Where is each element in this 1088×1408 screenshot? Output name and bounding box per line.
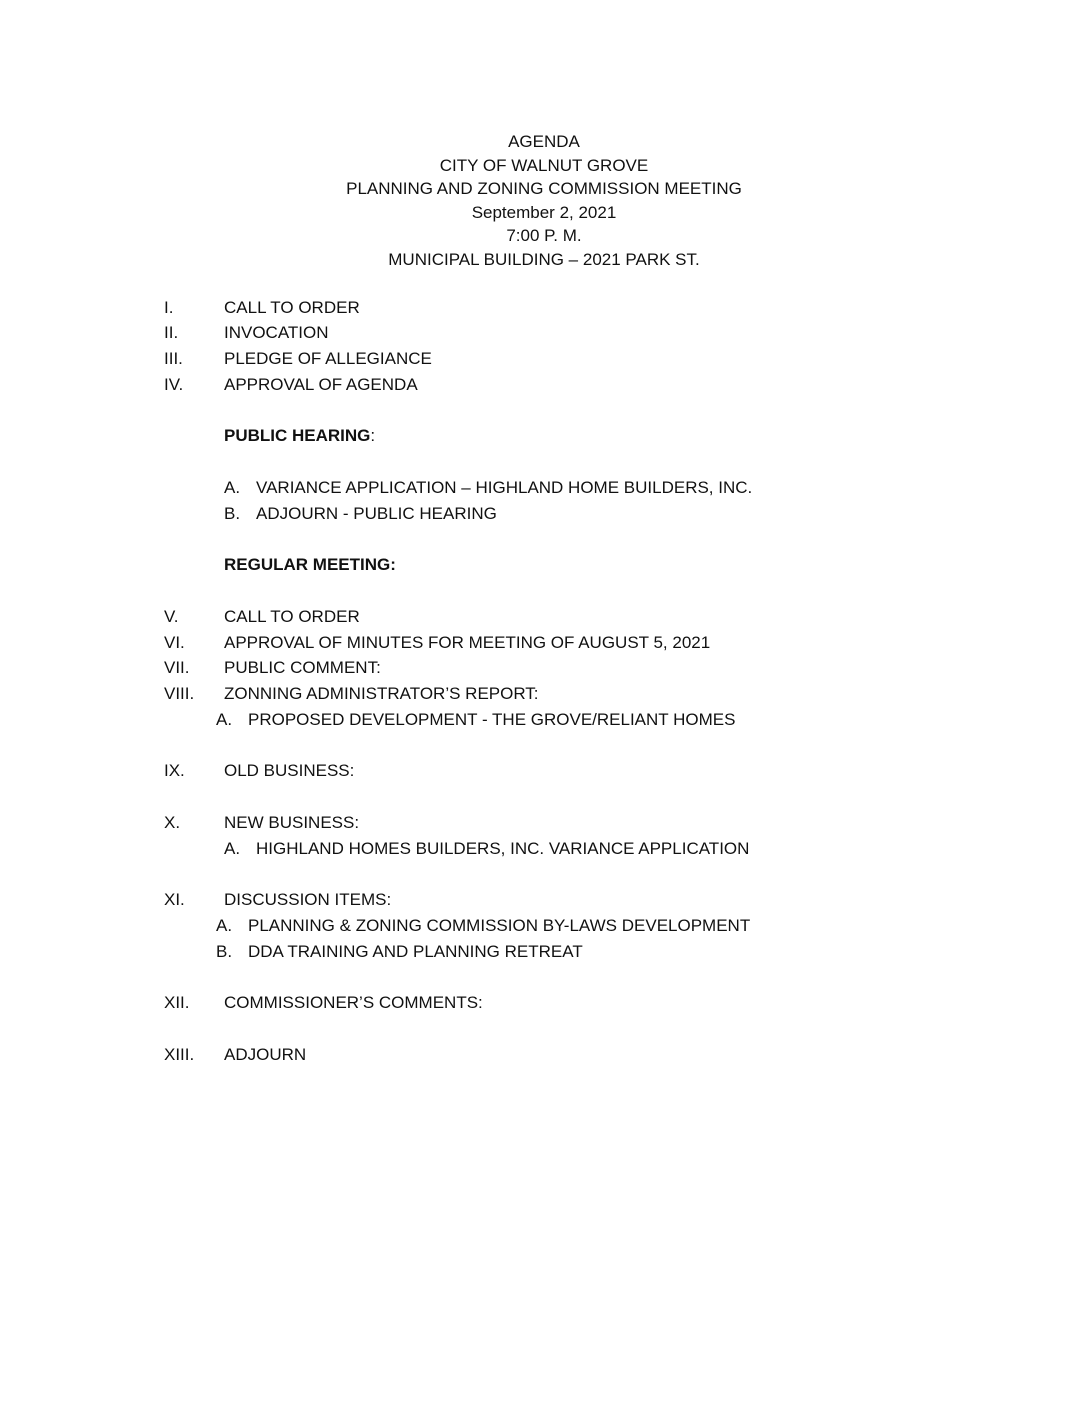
item-text: NEW BUSINESS: (224, 813, 360, 832)
item-text: CALL TO ORDER (224, 607, 360, 626)
item-number: X. (164, 813, 181, 832)
item-number: IX. (164, 761, 185, 780)
regular-meeting-heading: REGULAR MEETING: (224, 555, 396, 574)
item-number: XIII. (164, 1045, 195, 1064)
sub-item-letter: A. (216, 916, 233, 935)
meeting-location: MUNICIPAL BUILDING – 2021 PARK ST. (388, 249, 700, 269)
sub-item-text: PLANNING & ZONING COMMISSION BY-LAWS DEVELOPMENT (248, 916, 751, 935)
agenda-header (0, 130, 1088, 271)
sub-item-letter: A. (224, 478, 241, 497)
item-text: PUBLIC COMMENT: (224, 658, 381, 677)
item-text: DISCUSSION ITEMS: (224, 890, 392, 909)
public-hearing-heading (224, 424, 375, 448)
item-text: COMMISSIONER’S COMMENTS: (224, 993, 483, 1012)
item-number: III. (164, 349, 183, 368)
item-text: ADJOURN (224, 1045, 307, 1064)
item-number: XII. (164, 993, 190, 1012)
agenda-title: AGENDA (508, 132, 580, 151)
item-number: II. (164, 323, 179, 342)
item-number: VIII. (164, 684, 195, 703)
item-text: APPROVAL OF AGENDA (224, 375, 418, 394)
item-number: XI. (164, 890, 185, 909)
item-text: APPROVAL OF MINUTES FOR MEETING OF AUGUST 5, 2021 (224, 633, 711, 652)
item-number: I. (164, 298, 174, 317)
sub-item-letter: A. (216, 710, 233, 729)
meeting-name: PLANNING AND ZONING COMMISSION MEETING (346, 179, 742, 198)
city-name: CITY OF WALNUT GROVE (439, 155, 649, 175)
item-text: OLD BUSINESS: (224, 761, 355, 780)
sub-item-text: ADJOURN - PUBLIC HEARING (256, 504, 497, 523)
item-number: IV. (164, 375, 184, 394)
item-text: PLEDGE OF ALLEGIANCE (224, 349, 432, 368)
sub-item-text: VARIANCE APPLICATION – HIGHLAND HOME BUILDERS, INC. (256, 478, 753, 497)
meeting-date: September 2, 2021 (471, 202, 617, 222)
section-heading: PUBLIC HEARING (224, 426, 371, 445)
heading-colon: : (370, 426, 376, 445)
sub-item-letter: B. (216, 942, 233, 961)
sub-item-text: HIGHLAND HOMES BUILDERS, INC. VARIANCE APPLICATION (256, 839, 750, 858)
sub-item-text: PROPOSED DEVELOPMENT - THE GROVE/RELIANT HOMES (248, 710, 736, 729)
item-number: V. (164, 607, 179, 626)
sub-item-text: DDA TRAINING AND PLANNING RETREAT (248, 942, 583, 961)
sub-item-letter: B. (224, 504, 241, 523)
item-text: ZONNING ADMINISTRATOR’S REPORT: (224, 684, 539, 703)
item-number: VI. (164, 633, 185, 652)
meeting-time: 7:00 P. M. (506, 226, 582, 245)
item-number: VII. (164, 658, 190, 677)
sub-item-letter: A. (224, 839, 241, 858)
item-text: INVOCATION (224, 323, 329, 342)
item-text: CALL TO ORDER (224, 298, 360, 317)
